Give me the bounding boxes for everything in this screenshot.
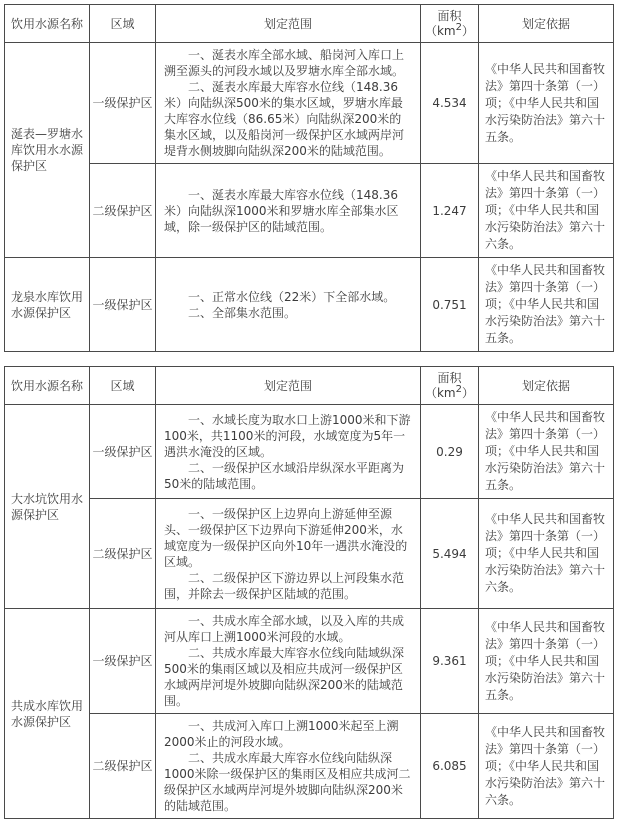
col-header-zone: 区域 bbox=[90, 367, 156, 405]
area-header-label: 面积 bbox=[437, 9, 462, 23]
cell-area: 0.29 bbox=[421, 405, 479, 499]
cell-scope bbox=[156, 164, 421, 258]
table-row bbox=[5, 258, 614, 352]
cell-basis: 《中华人民共和国畜牧法》第四十条第（一）项；《中华人民共和国水污染防治法》第六十六条。 bbox=[479, 714, 614, 819]
cell-zone: 一级保护区 bbox=[90, 405, 156, 499]
scope-paragraph: 一、正常水位线（22米）下全部水域。 bbox=[188, 289, 396, 304]
cell-area: 0.751 bbox=[421, 258, 479, 352]
water-source-table-1 bbox=[4, 4, 614, 352]
cell-zone: 二级保护区 bbox=[90, 164, 156, 258]
scope-paragraph: 一、涎表水库全部水域、船岗河入库口上溯至源头的河段水域以及罗塘水库全部水域。 bbox=[164, 48, 405, 78]
scope-paragraph: 一、共成水库全部水域，以及入库的共成河从库口上溯1000米河段的水域。 bbox=[164, 614, 405, 644]
cell-basis: 《中华人民共和国畜牧法》第四十条第（一）项；《中华人民共和国水污染防治法》第六十五条。 bbox=[479, 43, 614, 164]
col-header-scope: 划定范围 bbox=[156, 367, 421, 405]
area-header-unit: $(km^2)$ bbox=[424, 22, 475, 38]
col-header-source-name: 饮用水源名称 bbox=[5, 5, 90, 43]
scope-paragraph: 二、全部集水范围。 bbox=[188, 305, 297, 320]
cell-area: 1.247 bbox=[421, 164, 479, 258]
scope-paragraph: 二、共成水库最大库容水位线向陆域纵深500米的集雨区域以及相应共成河一级保护区水域两岸河堤外坡脚向陆纵深200米的陆域范围。 bbox=[164, 646, 405, 708]
cell-zone: 二级保护区 bbox=[90, 499, 156, 609]
scope-paragraph: 二、共成水库最大库容水位线向陆纵深1000米除一级保护区的集雨区及相应共成河二级保护区水域两岸河堤外坡脚向陆纵深200米的陆域范围。 bbox=[164, 751, 411, 813]
col-header-scope: 划定范围 bbox=[156, 5, 421, 43]
cell-area: 5.494 bbox=[421, 499, 479, 609]
cell-scope bbox=[156, 499, 421, 609]
cell-source-name: 共成水库饮用水源保护区 bbox=[5, 609, 90, 819]
cell-scope bbox=[156, 43, 421, 164]
cell-basis: 《中华人民共和国畜牧法》第四十条第（一）项；《中华人民共和国水污染防治法》第六十五条。 bbox=[479, 258, 614, 352]
area-header-unit: $(km^2)$ bbox=[424, 384, 475, 400]
col-header-source-name: 饮用水源名称 bbox=[5, 367, 90, 405]
scope-paragraph: 二、二级保护区下游边界以上河段集水范围，并除去一级保护区陆域的范围。 bbox=[164, 570, 405, 601]
table-row bbox=[5, 714, 614, 819]
cell-source-name: 大水坑饮用水源保护区 bbox=[5, 405, 90, 609]
cell-basis: 《中华人民共和国畜牧法》第四十条第（一）项；《中华人民共和国水污染防治法》第六十五条。 bbox=[479, 609, 614, 714]
scope-paragraph: 二、涎表水库最大库容水位线（148.36米）向陆纵深500米的集水区域，罗塘水库最大库容水位线（86.65米）向陆纵深200米的集水区域，以及船岗河一级保护区水域两岸河堤背水侧坡脚向陆纵深200米的陆域范围。 bbox=[164, 80, 405, 158]
water-source-table-2 bbox=[4, 366, 614, 819]
cell-source-name: 龙泉水库饮用水源保护区 bbox=[5, 258, 90, 352]
table-1-header-row bbox=[5, 5, 614, 43]
scope-paragraph: 一、涎表水库最大库容水位线（148.36米）向陆纵深1000米和罗塘水库全部集水区域，除一级保护区的陆域范围。 bbox=[164, 187, 399, 234]
cell-scope bbox=[156, 405, 421, 499]
cell-area: 9.361 bbox=[421, 609, 479, 714]
scope-paragraph: 一、一级保护区上边界向上游延伸至源头、一级保护区下边界向下游延伸200米，水域宽度为一级保护区向外10年一遇洪水淹没的区域。 bbox=[164, 506, 408, 569]
cell-area: 4.534 bbox=[421, 43, 479, 164]
cell-basis: 《中华人民共和国畜牧法》第四十条第（一）项；《中华人民共和国水污染防治法》第六十六条。 bbox=[479, 164, 614, 258]
cell-basis: 《中华人民共和国畜牧法》第四十条第（一）项；《中华人民共和国水污染防治法》第六十五条。 bbox=[479, 405, 614, 499]
cell-scope bbox=[156, 714, 421, 819]
cell-source-name: 涎表—罗塘水库饮用水水源保护区 bbox=[5, 43, 90, 258]
table-row bbox=[5, 164, 614, 258]
cell-zone: 一级保护区 bbox=[90, 609, 156, 714]
col-header-zone: 区域 bbox=[90, 5, 156, 43]
cell-scope bbox=[156, 258, 421, 352]
cell-scope bbox=[156, 609, 421, 714]
col-header-basis: 划定依据 bbox=[479, 367, 614, 405]
table-row bbox=[5, 499, 614, 609]
table-row bbox=[5, 405, 614, 499]
scope-paragraph: 二、一级保护区水域沿岸纵深水平距离为50米的陆域范围。 bbox=[164, 460, 405, 491]
col-header-area bbox=[421, 367, 479, 405]
cell-zone: 一级保护区 bbox=[90, 258, 156, 352]
table-row bbox=[5, 609, 614, 714]
scope-paragraph: 一、水域长度为取水口上游1000米和下游100米，共1100米的河段，水域宽度为5年一遇洪水淹没的区域。 bbox=[164, 412, 411, 459]
cell-area: 6.085 bbox=[421, 714, 479, 819]
col-header-area bbox=[421, 5, 479, 43]
table-2-header-row bbox=[5, 367, 614, 405]
scope-paragraph: 一、共成河入库口上溯1000米起至上溯2000米止的河段水域。 bbox=[164, 719, 399, 749]
cell-zone: 一级保护区 bbox=[90, 43, 156, 164]
cell-zone: 二级保护区 bbox=[90, 714, 156, 819]
cell-basis: 《中华人民共和国畜牧法》第四十条第（一）项；《中华人民共和国水污染防治法》第六十六条。 bbox=[479, 499, 614, 609]
area-header-label: 面积 bbox=[437, 371, 462, 385]
col-header-basis: 划定依据 bbox=[479, 5, 614, 43]
table-row bbox=[5, 43, 614, 164]
